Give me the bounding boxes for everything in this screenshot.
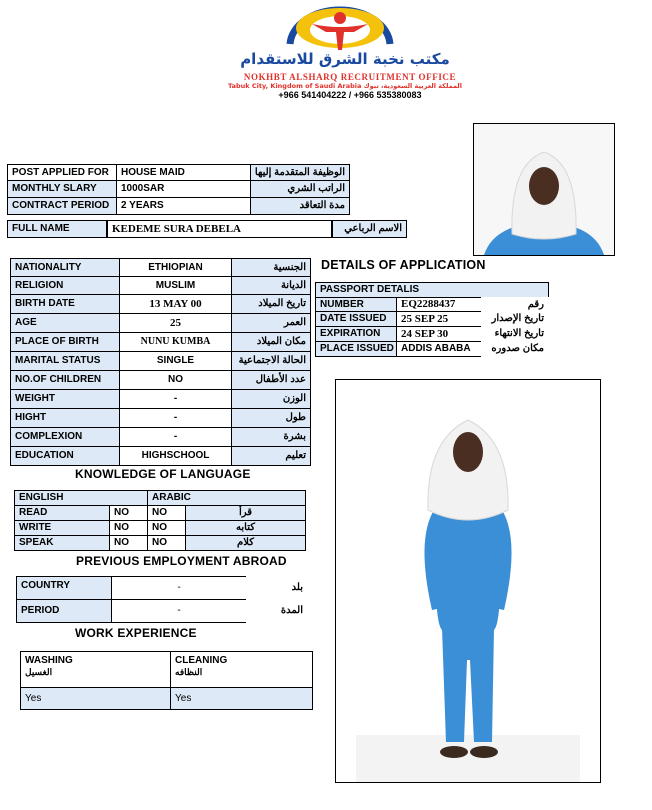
monthly-salary-arabic: الراتب الشري [250, 180, 350, 198]
date-issued-arabic: تاريخ الإصدار [481, 311, 549, 327]
speak-arabic: NO [147, 535, 186, 551]
passport-number-arabic: رقم [481, 297, 549, 312]
speak-arabic-label: كلام [185, 535, 306, 551]
company-logo-icon [270, 4, 410, 56]
passport-number-value: EQ2288437 [396, 297, 482, 312]
write-label: WRITE [14, 520, 110, 536]
country-value: - [111, 576, 247, 600]
read-english: NO [109, 505, 148, 521]
monthly-salary-value: 1000SAR [116, 180, 251, 198]
contract-period-label: CONTRACT PERIOD [7, 197, 117, 215]
age-arabic: العمر [231, 313, 311, 333]
birth-date-label: BIRTH DATE [10, 294, 120, 314]
marital-status-arabic: الحالة الاجتماعية [231, 351, 311, 371]
marital-status-label: MARITAL STATUS [10, 351, 120, 371]
full-name-label: FULL NAME [7, 220, 107, 238]
employment-title: PREVIOUS EMPLOYMENT ABROAD [76, 554, 287, 568]
period-value: - [111, 599, 247, 623]
place-issued-value: ADDIS ABABA [396, 341, 482, 357]
height-label: HIGHT [10, 408, 120, 428]
post-applied-label: POST APPLIED FOR [7, 164, 117, 181]
cleaning-value: Yes [170, 687, 313, 710]
english-header: ENGLISH [14, 490, 148, 506]
place-of-birth-label: PLACE OF BIRTH [10, 332, 120, 352]
religion-value: MUSLIM [119, 276, 232, 295]
work-title: WORK EXPERIENCE [75, 626, 197, 640]
read-arabic-label: قرأ [185, 505, 306, 521]
education-value: HIGHSCHOOL [119, 446, 232, 466]
weight-label: WEIGHT [10, 389, 120, 409]
education-label: EDUCATION [10, 446, 120, 466]
period-label: PERIOD [16, 599, 112, 623]
date-issued-value: 25 SEP 25 [396, 311, 482, 327]
complexion-arabic: بشرة [231, 427, 311, 447]
passport-title: PASSPORT DETALIS [315, 282, 549, 298]
post-applied-arabic: الوظيفة المتقدمة إليها [250, 164, 350, 181]
company-header [200, 2, 490, 102]
expiration-value: 24 SEP 30 [396, 326, 482, 342]
portrait-figure-icon [474, 124, 614, 255]
age-label: AGE [10, 313, 120, 333]
nationality-label: NATIONALITY [10, 258, 120, 277]
read-label: READ [14, 505, 110, 521]
religion-arabic: الديانة [231, 276, 311, 295]
washing-value: Yes [20, 687, 171, 710]
date-issued-label: DATE ISSUED [315, 311, 397, 327]
write-arabic-label: كتابه [185, 520, 306, 536]
cleaning-arabic: النظافه [175, 667, 203, 677]
period-arabic: المدة [246, 599, 308, 623]
contract-period-value: 2 YEARS [116, 197, 251, 215]
country-label: COUNTRY [16, 576, 112, 600]
birth-date-value: 13 MAY 00 [119, 294, 232, 314]
children-label: NO.OF CHILDREN [10, 370, 120, 390]
arabic-header: ARABIC [147, 490, 306, 506]
children-value: NO [119, 370, 232, 390]
place-issued-label: PLACE ISSUED [315, 341, 397, 357]
nationality-value: ETHIOPIAN [119, 258, 232, 277]
children-arabic: عدد الأطفال [231, 370, 311, 390]
marital-status-value: SINGLE [119, 351, 232, 371]
complexion-value: - [119, 427, 232, 447]
monthly-salary-label: MONTHLY SLARY [7, 180, 117, 198]
write-arabic: NO [147, 520, 186, 536]
washing-header [20, 651, 171, 688]
company-english-name: NOKHBT ALSHARQ RECRUITMENT OFFICE [243, 72, 457, 82]
nationality-arabic: الجنسية [231, 258, 311, 277]
expiration-label: EXPIRATION [315, 326, 397, 342]
language-title: KNOWLEDGE OF LANGUAGE [75, 467, 251, 481]
passport-number-label: NUMBER [315, 297, 397, 312]
weight-value: - [119, 389, 232, 409]
education-arabic: تعليم [231, 446, 311, 466]
read-arabic: NO [147, 505, 186, 521]
portrait-photo [473, 123, 615, 256]
height-arabic: طول [231, 408, 311, 428]
write-english: NO [109, 520, 148, 536]
company-phones: +966 541404222 / +966 535380083 [278, 90, 422, 100]
speak-english: NO [109, 535, 148, 551]
place-issued-arabic: مكان صدوره [481, 341, 549, 357]
company-arabic-name: مكتب نخبة الشرق للاستقدام [240, 50, 450, 68]
post-applied-value: HOUSE MAID [116, 164, 251, 181]
age-value: 25 [119, 313, 232, 333]
place-of-birth-value: NUNU KUMBA [119, 332, 232, 352]
cleaning-header [170, 651, 313, 688]
cleaning-label: CLEANING [175, 655, 228, 666]
full-name-value: KEDEME SURA DEBELA [107, 220, 332, 238]
expiration-arabic: تاريخ الانتهاء [481, 326, 549, 342]
contract-period-arabic: مدة التعاقد [250, 197, 350, 215]
full-name-arabic: الاسم الرباعي [332, 220, 407, 238]
washing-label: WASHING [25, 655, 73, 666]
height-value: - [119, 408, 232, 428]
country-arabic: بلد [246, 576, 308, 600]
full-body-figure-icon [336, 380, 600, 782]
place-of-birth-arabic: مكان الميلاد [231, 332, 311, 352]
weight-arabic: الوزن [231, 389, 311, 409]
company-address: Tabuk City, Kingdom of Saudi Arabia المملكة العربية السعودية، تبوك [228, 82, 462, 90]
details-title: DETAILS OF APPLICATION [321, 258, 486, 272]
birth-date-arabic: تاريخ الميلاد [231, 294, 311, 314]
religion-label: RELIGION [10, 276, 120, 295]
speak-label: SPEAK [14, 535, 110, 551]
washing-arabic: الغسيل [25, 667, 53, 677]
complexion-label: COMPLEXION [10, 427, 120, 447]
full-body-photo [335, 379, 601, 783]
